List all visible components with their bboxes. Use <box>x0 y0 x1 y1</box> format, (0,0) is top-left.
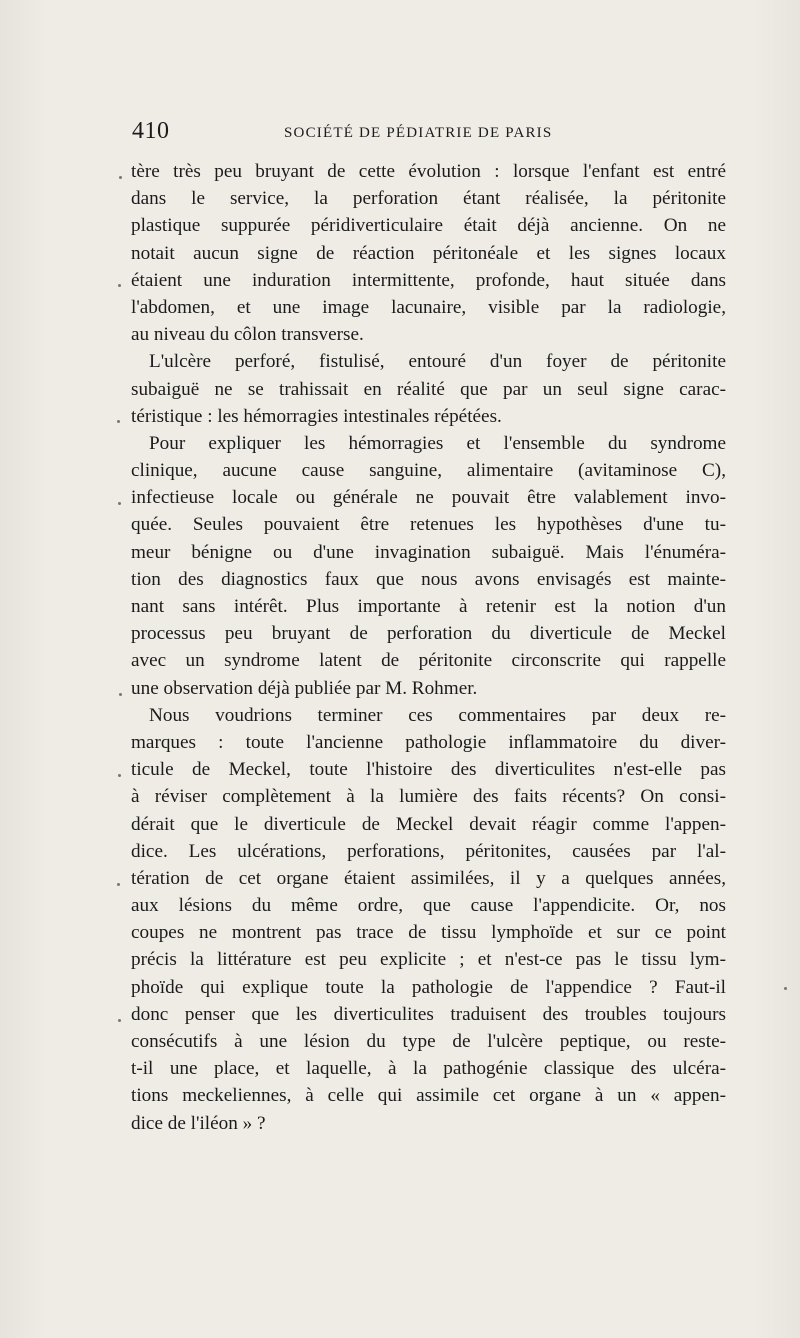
text-line: phoïde qui explique toute la pathologie de l'appendice ? Faut-il <box>131 976 726 998</box>
text-line: Nous voudrions terminer ces commentaires par deux re- <box>149 704 726 726</box>
text-line: Pour expliquer les hémorragies et l'ensemble du syndrome <box>149 432 726 454</box>
body-text <box>131 158 726 1137</box>
text-line: dice. Les ulcérations, perforations, péritonites, causées par l'al- <box>131 840 726 862</box>
text-line: clinique, aucune cause sanguine, alimentaire (avitaminose C), <box>131 460 726 482</box>
text-line: coupes ne montrent pas trace de tissu lymphoïde et sur ce point <box>131 922 726 944</box>
scan-speck <box>118 774 121 777</box>
text-line: aux lésions du même ordre, que cause l'appendicite. Or, nos <box>131 895 726 917</box>
text-line: dice de l'iléon » ? <box>131 1112 266 1134</box>
text-line: marques : toute l'ancienne pathologie inflammatoire du diver- <box>131 731 726 753</box>
text-line: tion des diagnostics faux que nous avons envisagés est mainte- <box>131 568 726 590</box>
page-number: 410 <box>132 118 170 144</box>
scan-speck <box>119 176 122 179</box>
scan-speck <box>117 420 120 423</box>
text-line: donc penser que les diverticulites traduisent des troubles toujours <box>131 1003 726 1025</box>
text-line: plastique suppurée péridiverticulaire était déjà ancienne. On ne <box>131 215 726 237</box>
text-line: avec un syndrome latent de péritonite circonscrite qui rappelle <box>131 650 726 672</box>
scan-speck <box>119 693 122 696</box>
text-line: au niveau du côlon transverse. <box>131 324 364 346</box>
text-line: une observation déjà publiée par M. Rohmer. <box>131 677 478 699</box>
text-line: précis la littérature est peu explicite ; et n'est-ce pas le tissu lym- <box>131 949 726 971</box>
scan-speck <box>118 502 121 505</box>
text-line: tération de cet organe étaient assimilées, il y a quelques années, <box>131 867 726 889</box>
text-line: ticule de Meckel, toute l'histoire des diverticulites n'est-elle pas <box>131 759 726 781</box>
running-head: SOCIÉTÉ DE PÉDIATRIE DE PARIS <box>284 125 553 141</box>
page-header <box>0 118 800 148</box>
scan-speck <box>117 883 120 886</box>
text-line: quée. Seules pouvaient être retenues les hypothèses d'une tu- <box>131 514 726 536</box>
scan-speck <box>784 987 787 990</box>
text-line: tère très peu bruyant de cette évolution : lorsque l'enfant est entré <box>131 161 726 182</box>
text-line: t-il une place, et laquelle, à la pathogénie classique des ulcéra- <box>131 1058 726 1080</box>
text-line: subaiguë ne se trahissait en réalité que par un seul signe carac- <box>131 378 726 400</box>
text-line: L'ulcère perforé, fistulisé, entouré d'un foyer de péritonite <box>149 351 726 373</box>
text-line: processus peu bruyant de perforation du diverticule de Meckel <box>131 623 726 645</box>
text-line: consécutifs à une lésion du type de l'ulcère peptique, ou reste- <box>131 1031 726 1052</box>
text-line: l'abdomen, et une image lacunaire, visible par la radiologie, <box>131 296 726 318</box>
text-line: tions meckeliennes, à celle qui assimile cet organe à un « appen- <box>131 1085 726 1107</box>
text-line: infectieuse locale ou générale ne pouvait être valablement invo- <box>131 487 726 509</box>
text-line: meur bénigne ou d'une invagination subaiguë. Mais l'énuméra- <box>131 541 726 563</box>
text-line: notait aucun signe de réaction péritonéale et les signes locaux <box>131 242 726 264</box>
text-line: nant sans intérêt. Plus importante à retenir est la notion d'un <box>131 596 726 617</box>
scan-speck <box>118 1019 121 1022</box>
text-line: dans le service, la perforation étant réalisée, la péritonite <box>131 188 726 210</box>
scan-speck <box>118 284 121 287</box>
text-line: dérait que le diverticule de Meckel devait réagir comme l'appen- <box>131 813 726 835</box>
text-line: à réviser complètement à la lumière des faits récents? On consi- <box>131 786 726 808</box>
text-line: étaient une induration intermittente, profonde, haut située dans <box>131 269 726 291</box>
text-line: téristique : les hémorragies intestinales répétées. <box>131 405 502 427</box>
